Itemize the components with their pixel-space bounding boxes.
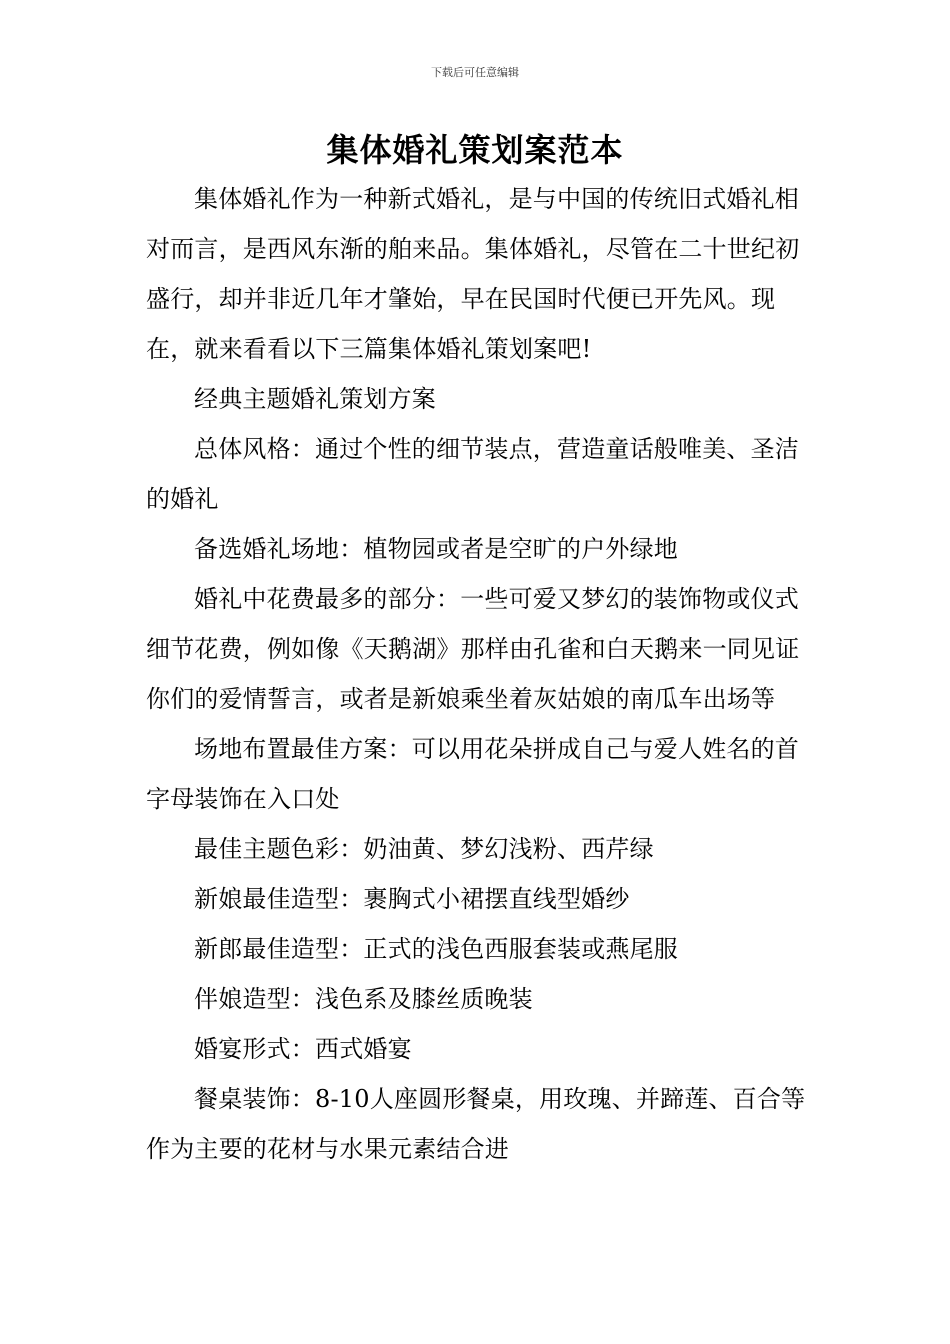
paragraph-overall-style: 总体风格：通过个性的细节装点，营造童话般唯美、圣洁的婚礼 bbox=[146, 435, 799, 513]
document-title: 集体婚礼策划案范本 bbox=[326, 131, 624, 169]
paragraph-groom-style: 新郎最佳造型：正式的浅色西服套装或燕尾服 bbox=[194, 935, 678, 963]
paragraph-section-heading: 经典主题婚礼策划方案 bbox=[194, 385, 436, 413]
paragraph-venue: 备选婚礼场地：植物园或者是空旷的户外绿地 bbox=[194, 535, 678, 563]
document-body bbox=[146, 174, 808, 1174]
page-header-note: 下载后可任意编辑 bbox=[431, 66, 519, 79]
paragraph-bridesmaid-style: 伴娘造型：浅色系及膝丝质晚装 bbox=[194, 985, 533, 1013]
paragraph-intro: 集体婚礼作为一种新式婚礼，是与中国的传统旧式婚礼相对而言，是西风东渐的舶来品。集体婚礼，尽管在二十世纪初盛行，却并非近几年才肇始，早在民国时代便已开先风。现在，就来看看以下三篇集体婚礼策划案吧! bbox=[146, 185, 800, 363]
paragraph-major-cost: 婚礼中花费最多的部分：一些可爱又梦幻的装饰物或仪式细节花费，例如像《天鹅湖》那样由孔雀和白天鹅来一同见证你们的爱情誓言，或者是新娘乘坐着灰姑娘的南瓜车出场等 bbox=[146, 585, 800, 713]
paragraph-theme-colors: 最佳主题色彩：奶油黄、梦幻浅粉、西芹绿 bbox=[194, 835, 654, 863]
paragraph-table-decoration: 餐桌装饰：8-10人座圆形餐桌，用玫瑰、并蹄莲、百合等作为主要的花材与水果元素结合进 bbox=[146, 1085, 806, 1163]
paragraph-venue-decoration: 场地布置最佳方案：可以用花朵拼成自己与爱人姓名的首字母装饰在入口处 bbox=[146, 735, 799, 813]
paragraph-bride-style: 新娘最佳造型：裹胸式小裙摆直线型婚纱 bbox=[194, 885, 630, 913]
paragraph-banquet-form: 婚宴形式：西式婚宴 bbox=[194, 1035, 412, 1063]
